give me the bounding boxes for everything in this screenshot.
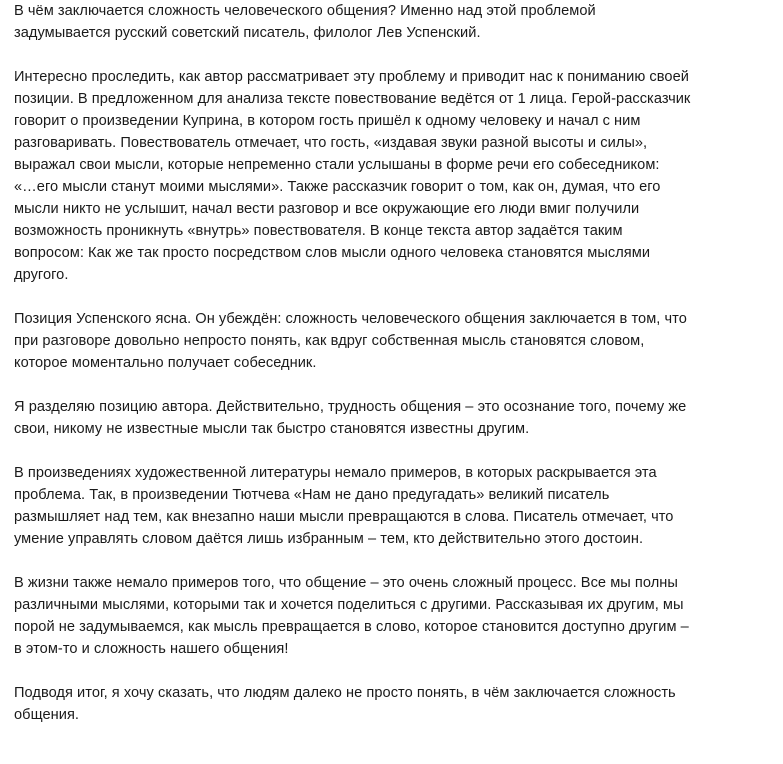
text-line: Интересно проследить, как автор рассматривает эту проблему и приводит нас к пониманию своей [14,69,689,85]
text-line: позиции. В предложенном для анализа тексте повествование ведётся от 1 лица. Герой-рассказчик [14,91,691,107]
text-line: Я разделяю позицию автора. Действительно, трудность общения – это осознание того, почему же [14,399,687,415]
text-line: другого. [14,267,69,283]
text-line: различными мыслями, которыми так и хочется поделиться с другими. Рассказывая их другим, мы [14,597,684,613]
text-line: в этом-то и сложность нашего общения! [14,641,289,657]
text-line: мысли никто не услышит, начал вести разговор и все окружающие его люди вмиг получили [14,201,640,217]
text-line: выражал свои мысли, которые непременно стали услышаны в форме речи его собеседником: [14,157,660,173]
text-line: В произведениях художественной литературы немало примеров, в которых раскрывается эта [14,465,657,481]
text-line: при разговоре довольно непросто понять, как вдруг собственная мысль становятся словом, [14,333,645,349]
paragraph-life-argument [14,572,774,660]
paragraph-conclusion [14,682,774,726]
text-line: говорит о произведении Куприна, в котором гость пришёл к одному человеку и начал с ним [14,113,641,129]
paragraph-literary-argument [14,462,774,550]
paragraph-own-position [14,396,774,440]
text-line: вопросом: Как же так просто посредством слов мысли одного человека становятся мыслями [14,245,651,261]
essay-document [14,0,774,748]
text-line: возможность проникнуть «внутрь» повествователя. В конце текста автор задаётся таким [14,223,623,239]
text-line: порой не задумываемся, как мысль превращается в слово, которое становится доступно другим – [14,619,689,635]
paragraph-commentary [14,66,774,286]
paragraph-author-position [14,308,774,374]
text-line: общения. [14,707,80,723]
text-line: В чём заключается сложность человеческого общения? Именно над этой проблемой [14,3,596,19]
text-line: «…его мысли станут моими мыслями». Также рассказчик говорит о том, как он, думая, что его [14,179,661,195]
text-line: которое моментально получает собеседник. [14,355,317,371]
text-line: В жизни также немало примеров того, что общение – это очень сложный процесс. Все мы полны [14,575,678,591]
text-line: размышляет над тем, как внезапно наши мысли превращаются в слова. Писатель отмечает, что [14,509,674,525]
text-line: Подводя итог, я хочу сказать, что людям далеко не просто понять, в чём заключается сложность [14,685,676,701]
text-line: умение управлять словом даётся лишь избранным – тем, кто действительно этого достоин. [14,531,644,547]
text-line: проблема. Так, в произведении Тютчева «Нам не дано предугадать» великий писатель [14,487,610,503]
paragraph-intro [14,0,774,44]
text-line: разговаривать. Повествователь отмечает, что гость, «издавая звуки разной высоты и силы», [14,135,648,151]
text-line: Позиция Успенского ясна. Он убеждён: сложность человеческого общения заключается в том, что [14,311,687,327]
text-line: задумывается русский советский писатель, филолог Лев Успенский. [14,25,481,41]
text-line: свои, никому не известные мысли так быстро становятся известны другим. [14,421,530,437]
